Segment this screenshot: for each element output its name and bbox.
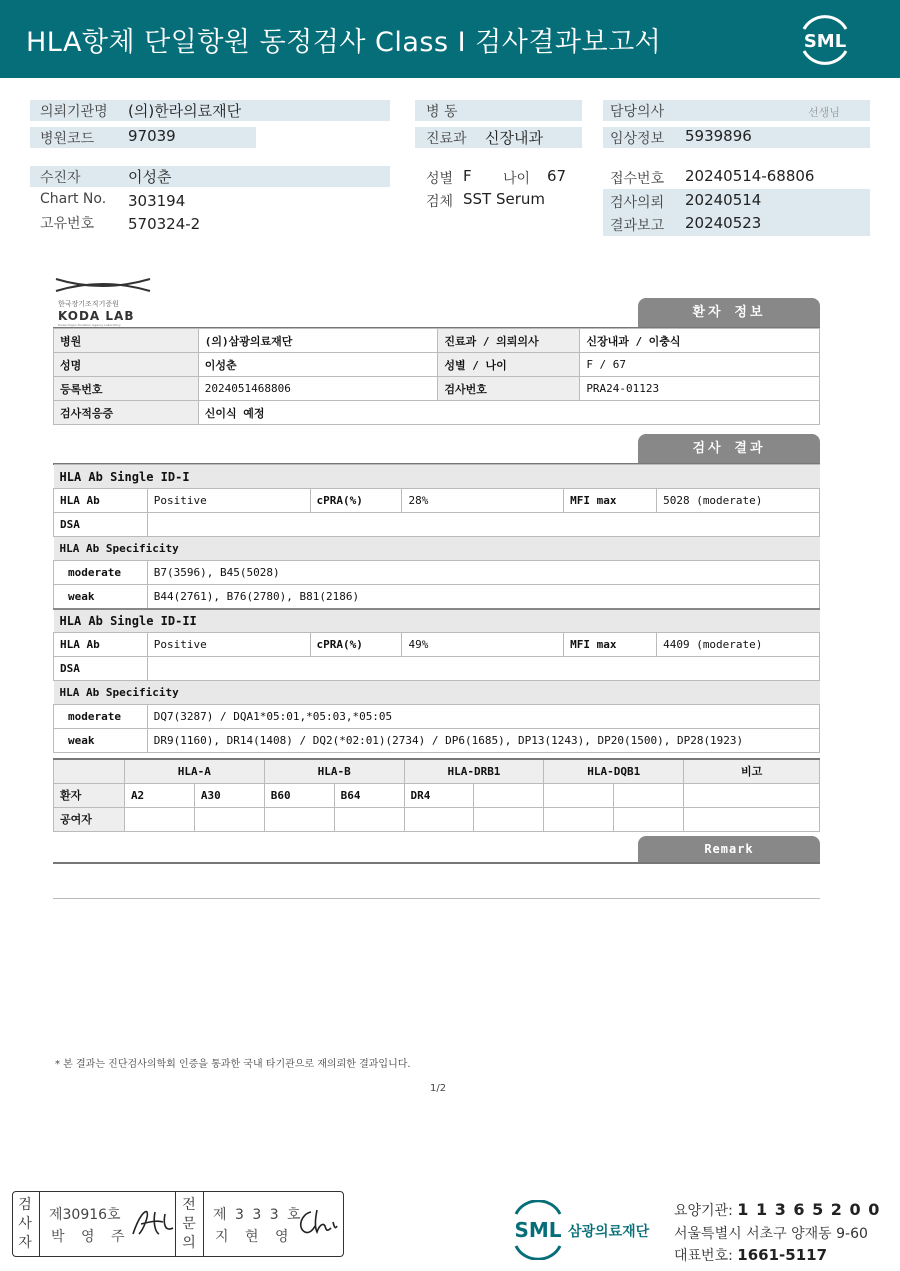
class1-dsa-label: DSA [54,513,148,537]
signature-box [12,1191,344,1257]
typing-patient-cell [614,783,684,807]
hospital-code-value: 97039 [128,127,176,145]
pi-dept-label: 진료과 / 의뢰의사 [438,329,580,353]
examiner-label-char: 검 [18,1197,32,1213]
class1-ab-label: HLA Ab [54,489,148,513]
dept-value: 신장내과 [485,129,543,147]
receipt-label: 접수번호 [610,171,665,187]
class1-weak-label: weak [54,585,148,609]
sml-corp-logo-icon [510,1200,680,1260]
class2-dsa-value [147,657,819,681]
sml-corp-logo-text: SML [514,1218,562,1242]
class1-mfi-label: MFI max [564,489,657,513]
class2-mfi-value: 4409 (moderate) [657,633,820,657]
specimen-value: SST Serum [463,190,546,208]
request-label: 검사의뢰 [610,195,665,211]
class1-title: HLA Ab Single ID-I [54,465,820,489]
doctor-label: 담당의사 [610,104,665,120]
class2-cpra-label: cPRA(%) [310,633,402,657]
typing-table [53,758,820,832]
table-row [54,633,820,657]
pi-hospital-label: 병원 [54,329,199,353]
specialist-name: 지 현 영 [215,1229,295,1245]
pi-dept-value: 신장내과 / 이충식 [580,329,820,353]
sex-label: 성별 [426,171,454,187]
class1-ab-value: Positive [147,489,310,513]
specialist-no: 제 3 3 3 호 [213,1207,303,1223]
typing-patient-cell: A2 [124,783,194,807]
pi-sexage-value: F / 67 [580,353,820,377]
report-value: 20240523 [685,214,762,232]
result-table [53,464,820,753]
class2-mfi-label: MFI max [564,633,657,657]
class1-weak-value: B44(2761), B76(2780), B81(2186) [147,585,819,609]
typing-donor-cell [544,807,614,831]
corp-address: 서울특별시 서초구 양재동 9-60 [674,1226,868,1242]
class1-mfi-value: 5028 (moderate) [657,489,820,513]
table-row [54,353,820,377]
typing-patient-cell: DR4 [404,783,474,807]
pi-reg-label: 등록번호 [54,377,199,401]
institution-label: 의뢰기관명 [40,104,108,120]
sign-divider [203,1192,204,1256]
class2-cpra-value: 49% [402,633,564,657]
class2-moderate-value: DQ7(3287) / DQA1*05:01,*05:03,*05:05 [147,705,819,729]
class2-ab-label: HLA Ab [54,633,148,657]
examiner-no: 제30916호 [49,1207,121,1223]
class2-title: HLA Ab Single ID-II [54,609,820,633]
class1-cpra-value: 28% [402,489,564,513]
dept-label: 진료과 [426,131,467,147]
typing-header-b: HLA-B [264,759,404,783]
corp-phone-value: 1661-5117 [737,1246,828,1264]
class2-moderate-label: moderate [54,705,148,729]
sex-value: F [463,167,472,185]
receipt-value: 20240514-68806 [685,167,815,185]
age-value: 67 [547,167,567,185]
class1-spec-title: HLA Ab Specificity [54,537,820,561]
patient-info-table [53,328,820,425]
class1-dsa-value [147,513,819,537]
patient-label: 수진자 [40,170,81,186]
specimen-label: 검체 [426,194,454,210]
institution-value: (의)한라의료재단 [128,102,242,120]
class2-dsa-label: DSA [54,657,148,681]
specialist-label-char: 문 [182,1216,196,1232]
sml-corp-name: 삼광의료재단 [568,1224,650,1240]
typing-donor-cell [334,807,404,831]
typing-patient-cell: A30 [194,783,264,807]
corp-code-value: 1 1 3 6 5 2 0 0 [737,1200,881,1219]
corp-code-label: 요양기관: [674,1203,733,1219]
chart-label: Chart No. [40,191,107,207]
remark-bottom-rule [53,898,820,899]
koda-tagline: Korea Organ Donation Agency Laboratory [58,323,121,327]
typing-donor-cell [404,807,474,831]
table-row [54,329,820,353]
examiner-label-char: 자 [18,1235,32,1251]
table-row [54,513,820,537]
request-value: 20240514 [685,191,762,209]
typing-donor-cell [474,807,544,831]
typing-header-a: HLA-A [124,759,264,783]
remark-tab: Remark [638,836,820,863]
patient-bar [30,166,390,187]
specialist-label-char: 전 [182,1197,196,1213]
table-row [54,377,820,401]
table-row [54,807,820,831]
class2-weak-value: DR9(1160), DR14(1408) / DQ2(*02:01)(2734) / DP6(1685), DP13(1243), DP20(1500), DP28(1923) [147,729,819,753]
corp-code [674,1200,880,1220]
class2-ab-value: Positive [147,633,310,657]
uid-value: 570324-2 [128,215,201,233]
patient-info-tab: 환자 정보 [638,298,820,328]
patient-value: 이성춘 [128,168,172,186]
table-row [54,681,820,705]
typing-header-note: 비고 [684,759,820,783]
typing-patient-cell: B60 [264,783,334,807]
typing-donor-cell [684,807,820,831]
age-label: 나이 [503,171,531,187]
typing-patient-label: 환자 [54,783,125,807]
footnote: * 본 결과는 진단검사의학회 인증을 통과한 국내 타기관으로 재의뢰한 결과입니다. [55,1059,411,1070]
examiner-label-char: 사 [18,1216,32,1232]
report-header [0,0,900,78]
typing-donor-label: 공여자 [54,807,125,831]
specialist-label-char: 의 [182,1235,196,1251]
sml-logo-text: SML [803,31,847,52]
report-label: 결과보고 [610,218,665,234]
typing-corner [54,759,125,783]
table-row [54,537,820,561]
pi-indication-label: 검사적응증 [54,401,199,425]
typing-patient-cell [544,783,614,807]
sign-divider [39,1192,40,1256]
pi-reg-value: 2024051468806 [198,377,438,401]
typing-patient-cell [474,783,544,807]
class1-moderate-label: moderate [54,561,148,585]
page-number: 1/2 [430,1083,447,1094]
table-row [54,759,820,783]
specialist-signature-icon [295,1206,339,1238]
doctor-suffix: 선생님 [808,106,840,119]
chart-value: 303194 [128,192,186,210]
examiner-label [17,1196,33,1253]
typing-donor-cell [194,807,264,831]
result-tab: 검사 결과 [638,434,820,464]
clinical-label: 임상정보 [610,131,665,147]
table-row [54,729,820,753]
corp-phone [674,1245,827,1265]
sml-logo-icon [796,11,854,67]
pi-sexage-label: 성별 / 나이 [438,353,580,377]
corp-phone-label: 대표번호: [674,1248,733,1264]
ward-label: 병 동 [426,104,458,120]
table-row [54,489,820,513]
typing-header-drb1: HLA-DRB1 [404,759,544,783]
pi-name-value: 이성춘 [198,353,438,377]
pi-test-value: PRA24-01123 [580,377,820,401]
class1-moderate-value: B7(3596), B45(5028) [147,561,819,585]
table-row [54,465,820,489]
examiner-signature-icon [129,1206,177,1240]
koda-name: KODA LAB [58,309,135,323]
table-row [54,705,820,729]
table-row [54,609,820,633]
typing-donor-cell [124,807,194,831]
table-row [54,585,820,609]
sign-divider [175,1192,176,1256]
table-row [54,401,820,425]
remark-rule [53,862,820,864]
clinical-value: 5939896 [685,127,752,145]
class2-weak-label: weak [54,729,148,753]
koda-org: 한국장기조직기증원 [58,300,119,308]
pi-indication-value: 신이식 예정 [198,401,819,425]
table-row [54,783,820,807]
table-row [54,657,820,681]
examiner-name: 박 영 주 [51,1229,131,1245]
class1-cpra-label: cPRA(%) [310,489,402,513]
koda-mark-icon [52,275,162,295]
pi-name-label: 성명 [54,353,199,377]
typing-header-dqb1: HLA-DQB1 [544,759,684,783]
pi-test-label: 검사번호 [438,377,580,401]
table-row [54,561,820,585]
specialist-label [181,1196,197,1253]
koda-logo [52,275,162,327]
uid-label: 고유번호 [40,216,95,232]
typing-patient-cell [684,783,820,807]
class2-spec-title: HLA Ab Specificity [54,681,820,705]
typing-patient-cell: B64 [334,783,404,807]
hospital-code-label: 병원코드 [40,131,95,147]
typing-donor-cell [264,807,334,831]
report-title: HLA항체 단일항원 동정검사 Class I 검사결과보고서 [26,27,662,58]
typing-donor-cell [614,807,684,831]
pi-hospital-value: (의)삼광의료재단 [198,329,438,353]
